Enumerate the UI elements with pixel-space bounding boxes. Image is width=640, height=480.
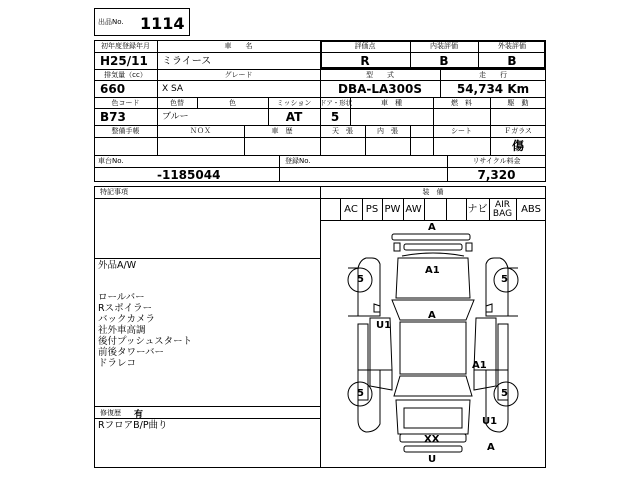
- equip-airbag-bottom: BAG: [492, 209, 513, 219]
- lot-label: 出品No.: [98, 18, 124, 26]
- mark-wheel-fr: 5: [501, 274, 508, 285]
- mark-wheel-rl: 5: [357, 388, 364, 399]
- auction-sheet: 出品No. 1114 初年度登録年月 車 名 評価点 内装評価 外装評価 H25/11 ミライース R B B 排気量（cc） グレード 型 式 走 行 660 X SA DBA-LA300S 54,734 Km 色コード 色替 色 ミッション ドア・形状 車 種 燃 料 駆 動 B73 ブルー AT 5 整備手帳 ＮＯＸ 車 歴 天 張 内 張 シート Ｆガラス 傷 車台No. 登録No. リサイクル料金 -1185044 7,320 特記事項 装 備 AC PS PW AW ナビ AIR BAG ABS 外品A/W ロールバー Rスポイラー バックカメラ 社外車高調 後付プッシュスタート 前後タワーバー ドラレコ 修復歴 有 RフロアB/P曲り A A1 5 5 A U1 A1 5 5 U1 XX A U: [0, 0, 640, 480]
- mark-rear-corner: A: [487, 442, 495, 453]
- repair-detail: RフロアB/P曲り: [98, 420, 168, 431]
- first-reg-value: H25/11: [100, 54, 148, 68]
- mark-wheel-fl: 5: [357, 274, 364, 285]
- repair-value: 有: [134, 410, 144, 420]
- car-name-value: ミライース: [162, 56, 212, 67]
- mark-wheel-rr: 5: [501, 388, 508, 399]
- notes-item-3: 社外車高調: [98, 325, 146, 336]
- notes-item-1: Rスポイラー: [98, 303, 153, 314]
- equip-navi: ナビ: [467, 204, 488, 215]
- chassis-value: -1185044: [157, 168, 221, 182]
- equip-abs: ABS: [521, 204, 541, 215]
- score-value: R: [360, 54, 370, 68]
- notes-item-6: ドラレコ: [98, 358, 137, 369]
- mark-door-right-rear: A1: [472, 360, 487, 371]
- exterior-value: B: [507, 54, 517, 68]
- equip-pw: PW: [384, 204, 401, 215]
- glass-value: 傷: [511, 139, 524, 153]
- interior-value: B: [439, 54, 449, 68]
- grade-value: X SA: [162, 84, 184, 94]
- equip-aw: AW: [405, 204, 422, 215]
- equip-ac: AC: [344, 204, 358, 215]
- model-value: DBA-LA300S: [338, 82, 422, 96]
- notes-item-0: ロールバー: [98, 292, 145, 303]
- recycle-value: 7,320: [477, 168, 516, 182]
- mark-rear-bottom: U: [428, 454, 437, 465]
- car-diagram: [320, 220, 546, 468]
- equip-ps: PS: [365, 204, 379, 215]
- color-value: ブルー: [162, 112, 189, 122]
- color-code-value: B73: [100, 110, 126, 124]
- mark-roof: A: [428, 310, 436, 321]
- mark-rear-bumper: XX: [424, 434, 440, 445]
- mark-door-left: U1: [376, 320, 392, 331]
- notes-item-5: 前後タワーバー: [98, 347, 165, 358]
- mileage-value: 54,734 Km: [456, 82, 530, 96]
- notes-line1: 外品A/W: [98, 260, 137, 271]
- equip-airbag-top: AIR: [494, 200, 511, 210]
- displacement-value: 660: [100, 82, 126, 96]
- transmission-value: AT: [285, 110, 303, 124]
- doors-value: 5: [330, 110, 340, 124]
- notes-item-2: バックカメラ: [98, 314, 156, 325]
- mark-front: A: [428, 222, 436, 233]
- lot-number: 1114: [140, 14, 185, 33]
- mark-hood: A1: [425, 265, 440, 276]
- notes-item-4: 後付プッシュスタート: [98, 336, 193, 347]
- mark-rear-right: U1: [482, 416, 498, 427]
